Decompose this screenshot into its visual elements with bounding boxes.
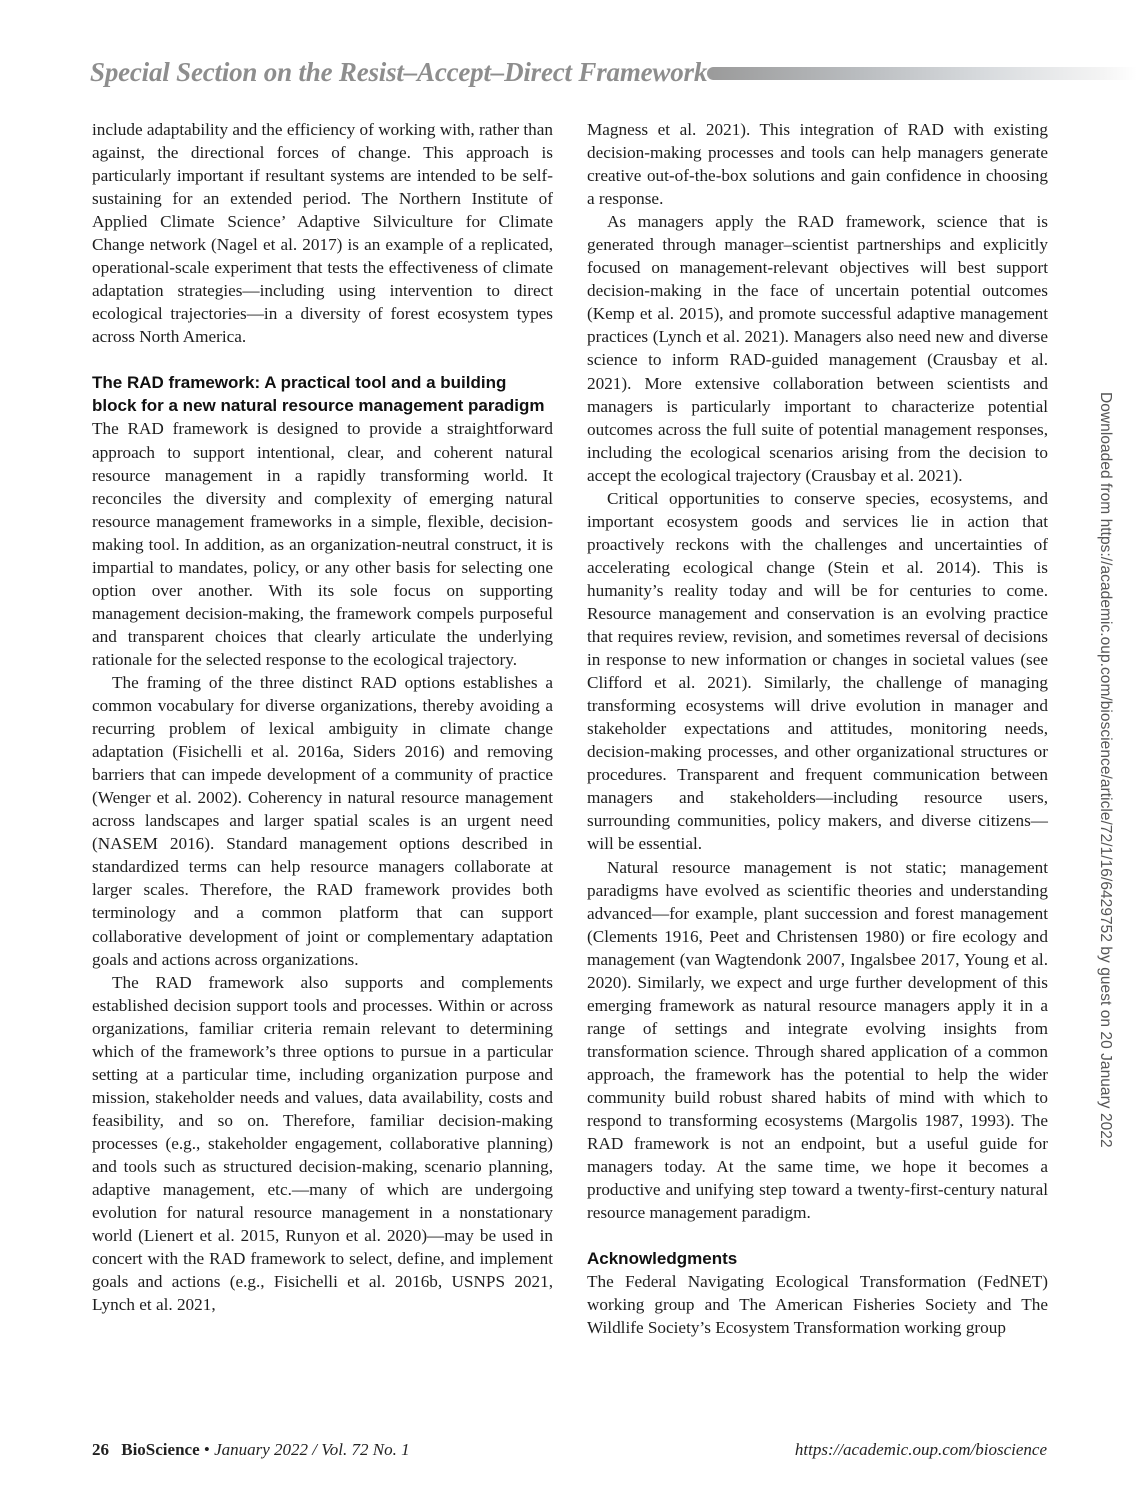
left-column: [92, 118, 553, 1316]
section-heading-rad-framework: The RAD framework: A practical tool and a building block for a new natural resource management paradigm: [92, 373, 545, 416]
running-head: [90, 52, 707, 92]
section-spacer: [92, 348, 553, 371]
journal-name: BioScience: [121, 1440, 200, 1459]
right-column: [587, 118, 1048, 1339]
running-head-title: Special Section on the Resist–Accept–Direct Framework: [90, 56, 708, 87]
intro-paragraph: include adaptability and the efficiency of working with, rather than against, the directional forces of change. This approach is particularly important if resultant systems are intended to be self-sustaining for an extended period. The Northern Institute of Applied Climate Science’ Adaptive Silviculture for Climate Change network (Nagel et al. 2017) is an example of a replicated, operational-scale experiment that tests the effectiveness of climate adaptation strategies—including using intervention to direct ecological trajectories—in a diversity of forest ecosystem types across North America.: [92, 120, 553, 347]
bullet-separator: •: [203, 1440, 210, 1459]
body-paragraph: As managers apply the RAD framework, science that is generated through manager–scientist partnerships and explicitly focused on management-relevant objectives will best support decision-making in the face of uncertain potential outcomes (Kemp et al. 2015), and promote successful adaptive management practices (Lynch et al. 2021). Managers also need new and diverse science to inform RAD-guided management (Crausbay et al. 2021). More extensive collaboration between scientists and managers is particularly important to characterize potential outcomes across the full suite of potential management responses, including the ecological scenarios arising from the decision to accept the ecological trajectory (Crausbay et al. 2021).: [587, 212, 1048, 485]
running-head-decorative-bar: [707, 67, 1137, 80]
acknowledgments-text: The Federal Navigating Ecological Transformation (FedNET) working group and The American Fisheries Society and The Wildlife Society’s Ecosystem Transformation working group: [587, 1272, 1048, 1338]
body-paragraph: The RAD framework also supports and complements established decision support tools and processes. Within or across organizations, familiar criteria remain relevant to determining which of the framework’s three options to pursue in a particular setting at a particular time, including organization purpose and mission, stakeholder needs and values, data availability, costs and feasibility, and so on. Therefore, familiar decision-making processes (e.g., stakeholder engagement, collaborative planning) and tools such as structured decision-making, scenario planning, adaptive management, etc.—many of which are undergoing evolution for natural resource management in a nonstationary world (Lienert et al. 2015, Runyon et al. 2020)—may be used in concert with the RAD framework to select, define, and implement goals and actions (e.g., Fisichelli et al. 2016b, USNPS 2021, Lynch et al. 2021,: [92, 972, 553, 1315]
body-paragraph: The RAD framework is designed to provide a straightforward approach to support intentional, clear, and coherent natural resource management in a rapidly transforming world. It reconciles the diversity and complexity of emerging natural resource management frameworks in a simple, flexible, decision-making tool. In addition, as an organization-neutral construct, it is impartial to mandates, policy, or any other basis for selecting one option over another. With its sole focus on supporting management decision-making, the framework compels purposeful and transparent choices that clearly articulate the underlying rationale for the selected response to the ecological trajectory.: [92, 419, 553, 669]
download-watermark: Downloaded from https://academic.oup.com/bioscience/article/72/1/16/6429752 by guest on 20 January 2022: [1097, 392, 1114, 1148]
footer-citation: [92, 1440, 410, 1460]
footer-url-link[interactable]: https://academic.oup.com/bioscience: [794, 1440, 1047, 1459]
body-paragraph: Natural resource management is not static; management paradigms have evolved as scientific theories and understanding advanced—for example, plant succession and forest management (Clements 1916, Peet and Christensen 1980) or fire ecology and management (van Wagtendonk 2007, Ingalsbee 2017, Young et al. 2020). Similarly, we expect and urge further development of this emerging framework as natural resource managers apply it in a range of settings and integrate evolving insights from transformation science. Through shared application of a common approach, the framework has the potential to help the wider community build robust shared habits of mind with which to respond to transforming ecosystems (Margolis 1987, 1993). The RAD framework is not an endpoint, but a useful guide for managers today. At the same time, we hope it becomes a productive and unifying step toward a twenty-first-century natural resource management paradigm.: [587, 857, 1048, 1223]
section-spacer: [587, 1224, 1048, 1247]
body-paragraph: The framing of the three distinct RAD options establishes a common vocabulary for diverse organizations, thereby avoiding a recurring problem of lexical ambiguity in climate change adaptation (Fisichelli et al. 2016a, Siders 2016) and removing barriers that can impede development of a community of practice (Wenger et al. 2002). Coherency in natural resource management across landscapes and larger spatial scales is an urgent need (NASEM 2016). Standard management options described in standardized terms can help resource managers collaborate at larger scales. Therefore, the RAD framework provides both terminology and a common platform that can support collaborative development of joint or complementary adaptation goals and actions across organizations.: [92, 672, 553, 969]
body-paragraph: Critical opportunities to conserve species, ecosystems, and important ecosystem goods and services lie in action that proactively reckons with the challenges and uncertainties of accelerating ecological change (Stein et al. 2014). This is humanity’s reality today and will be for centuries to come. Resource management and conservation is an evolving practice that requires review, revision, and sometimes reversal of decisions in response to new information or changes in societal values (see Clifford et al. 2021). Similarly, the challenge of managing transforming ecosystems will drive evolution in manager and stakeholder expectations and attitudes, monitoring needs, decision-making processes, and other organizational structures or procedures. Transparent and frequent communication between managers and stakeholders—including resource users, surrounding communities, policy makers, and diverse citizens—will be essential.: [587, 488, 1048, 854]
body-paragraph: Magness et al. 2021). This integration of RAD with existing decision-making processes and tools can help managers generate creative out-of-the-box solutions and gain confidence in choosing a response.: [587, 120, 1048, 209]
page-number: 26: [92, 1440, 109, 1459]
acknowledgments-heading: Acknowledgments: [587, 1249, 738, 1269]
issue-info: January 2022 / Vol. 72 No. 1: [214, 1440, 410, 1459]
